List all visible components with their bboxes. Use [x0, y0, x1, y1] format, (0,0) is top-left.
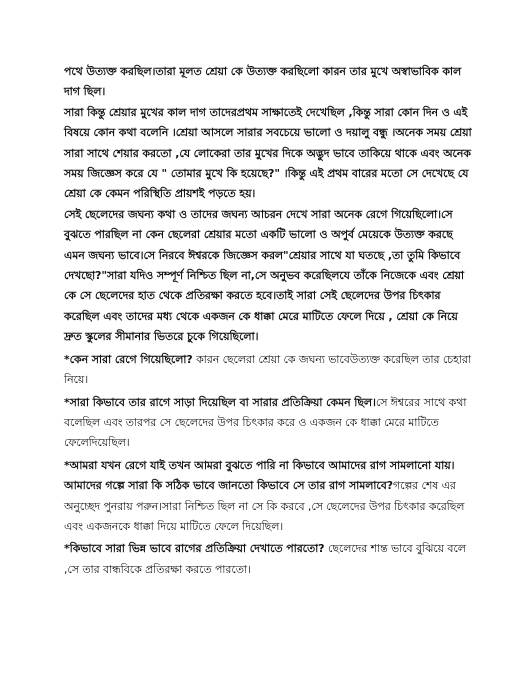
question-3-answer: গল্পের শেষ এর অনুচ্ছেদ পুনরায় পরুন।সারা নিশ্চিত ছিল না সে কি করবে ,সে ছেলেদের উপর চিৎকার করেছিল এবং একজনকে ধাক্কা দিয়ে মাটিতে ফেলে দিয়েছিল। [64, 479, 465, 533]
document-page [64, 62, 472, 580]
question-4-prompt: *কিভাবে সারা ভিন্ন ভাবে রাগের প্রতিক্রিয়া দেখাতে পারতো? [64, 542, 325, 556]
question-1 [64, 350, 472, 391]
question-4 [64, 539, 472, 580]
question-2-prompt: *সারা কিভাবে তার রাগে সাড়া দিয়েছিল বা সারার প্রতিক্রিয়া কেমন ছিল। [64, 395, 376, 409]
paragraph-1 [64, 62, 472, 103]
paragraph-2 [64, 103, 472, 205]
question-1-answer: কারন ছেলেরা শ্রেয়া কে জঘন্য ভাবেউত্যক্ত করেছিল তার চেহারা নিয়ে। [64, 352, 471, 387]
question-1-prompt: *কেন সারা রেগে গিয়েছিলো? [64, 352, 193, 366]
question-2-answer: সে ঈশ্বরের সাথে কথা বলেছিল এবং তারপর সে ছেলেদের উপর চিৎকার করে ও একজন কে ধাক্কা মেরে মাটিতে ফেলেদিয়েছিল। [64, 395, 467, 450]
paragraph-2-text: সারা কিন্তু শ্রেয়ার মুখের কাল দাগ তাদেরপ্রথম সাক্ষাতেই দেখেছিল ,কিন্তু সারা কোন দিন ও এই বিষয়ে কোন কথা বলেনি ।শ্রেয়া আসলে সারার সবচেয়ে ভালো ও দয়ালু বন্ধু ।অনেক সময় শ্রেয়া সারা সাথে শেয়ার করতো ,যে লোকেরা তার মুখের দিকে অদ্ভুদ ভাবে তাকিয়ে থাকে এবং অনেক সময় জিজ্ঞেস করে যে " তোমার মুখে কি হয়েছে?" ।কিন্তু এই প্রথম বারের মতো সে দেখেছে যে শ্রেয়া কে কেমন পরিস্থিতি প্রায়শই পড়তে হয়। [64, 105, 472, 201]
paragraph-3 [64, 205, 472, 348]
question-2 [64, 393, 472, 454]
paragraph-3-text: সেই ছেলেদের জঘন্য কথা ও তাদের জঘন্য আচরন দেখে সারা অনেক রেগে গিয়েছিলো।সে বুঝতে পারছিল না কেন ছেলেরা শ্রেয়ার মতো একটি ভালো ও অপুর্ব মেয়েকে উত্যক্ত করছে এমন জঘন্য ভাবে।সে নিরবে ঈশ্বরকে জিজ্ঞেস করল"শ্রেয়ার সাথে যা ঘতছে ,তা তুমি কিভাবে দেখছো?"সারা যদিও সম্পূর্ণ নিশ্চিত ছিল না,সে অনুভব করেছিলযে তাঁকে নিজেকে এবং শ্রেয়া কে সে ছেলেদের হাত থেকে প্রতিরক্ষা করতে হবে।তাই সারা সেই ছেলেদের উপর চিৎকার করেছিল এবং তাদের মধ্য থেকে একজন কে ধাক্কা মেরে মাটিতে ফেলে দিয়ে , শ্রেয়া কে নিয়ে দ্রুত স্কুলের সীমানার ভিতরে চুকে গিয়েছিলো। [64, 207, 465, 344]
question-4-answer: ছেলেদের শান্ত ভাবে বুঝিয়ে বলে ,সে তার বান্ধবিকে প্রতিরক্ষা করতে পারতো। [64, 542, 466, 576]
paragraph-1-text: পথে উত্যক্ত করছিল।তারা মূলত শ্রেয়া কে উত্যক্ত করছিলো কারন তার মুখে অস্বাভাবিক কাল দাগ ছিল। [64, 65, 462, 99]
question-3-prompt: *আমরা যখন রেগে যাই তখন আমরা বুঝতে পারি না কিভাবে আমাদের রাগ সামলানো যায়।আমাদের গল্পে সারা কি সঠিক ভাবে জানতো কিভাবে সে তার রাগ সামলাবে? [64, 458, 455, 493]
question-3 [64, 456, 472, 538]
